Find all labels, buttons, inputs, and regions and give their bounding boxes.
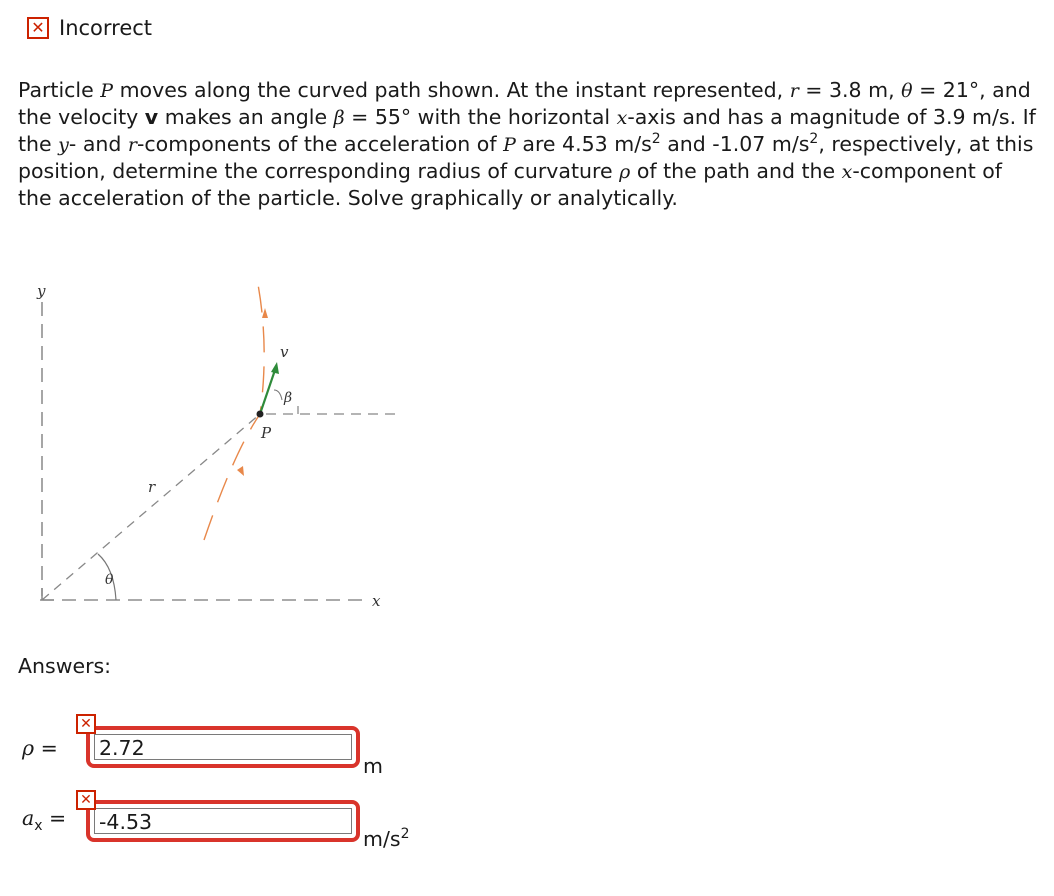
theta-label: θ — [105, 572, 114, 588]
incorrect-x-icon: ✕ — [76, 714, 96, 734]
problem-statement: Particle P moves along the curved path shown. At the instant represented, r = 3.8 m, θ = 21°, and the velocity v makes an angle β = 55° with the horizontal x-axis and has a magnitude of 3.9 m/s. If the y- and r-components of the acceleration of P are 4.53 $m/s^2$ and -1.07 $m/s^2$, respectively, at this position, determine the corresponding radius of curvature ρ of the path and the x-component of the acceleration of the particle. Solve graphically or analytically. — [18, 78, 1036, 210]
rho-answer-box[interactable] — [86, 726, 360, 768]
velocity-arrowhead — [271, 362, 279, 374]
curved-path — [204, 274, 264, 540]
r-line — [42, 414, 260, 600]
rho-label: ρ = — [22, 736, 58, 760]
ax-input[interactable]: -4.53 — [94, 808, 352, 834]
path-arrow-upper — [262, 308, 268, 318]
x-axis-label: x — [372, 592, 381, 610]
beta-label: β — [284, 390, 293, 406]
path-arrow-lower — [237, 466, 244, 476]
beta-arc — [274, 390, 282, 400]
ax-label: $a_x$ = — [22, 806, 67, 835]
particle-p — [257, 411, 264, 418]
incorrect-x-icon: ✕ — [76, 790, 96, 810]
r-label: r — [148, 478, 156, 496]
rho-unit: m — [363, 754, 383, 778]
status-text: Incorrect — [59, 16, 153, 40]
x-mark-icon: ✕ — [27, 17, 49, 39]
velocity-label: v — [280, 343, 289, 361]
answers-heading: Answers: — [18, 654, 112, 678]
ax-answer-box[interactable] — [86, 800, 360, 842]
result-status — [27, 14, 152, 42]
rho-input[interactable]: 2.72 — [94, 734, 352, 760]
particle-label: P — [261, 424, 272, 442]
y-axis-label: y — [37, 282, 46, 300]
answer-row-ax — [0, 788, 460, 878]
ax-unit: $m/s^2$ — [363, 826, 410, 851]
path-diagram — [18, 262, 418, 622]
